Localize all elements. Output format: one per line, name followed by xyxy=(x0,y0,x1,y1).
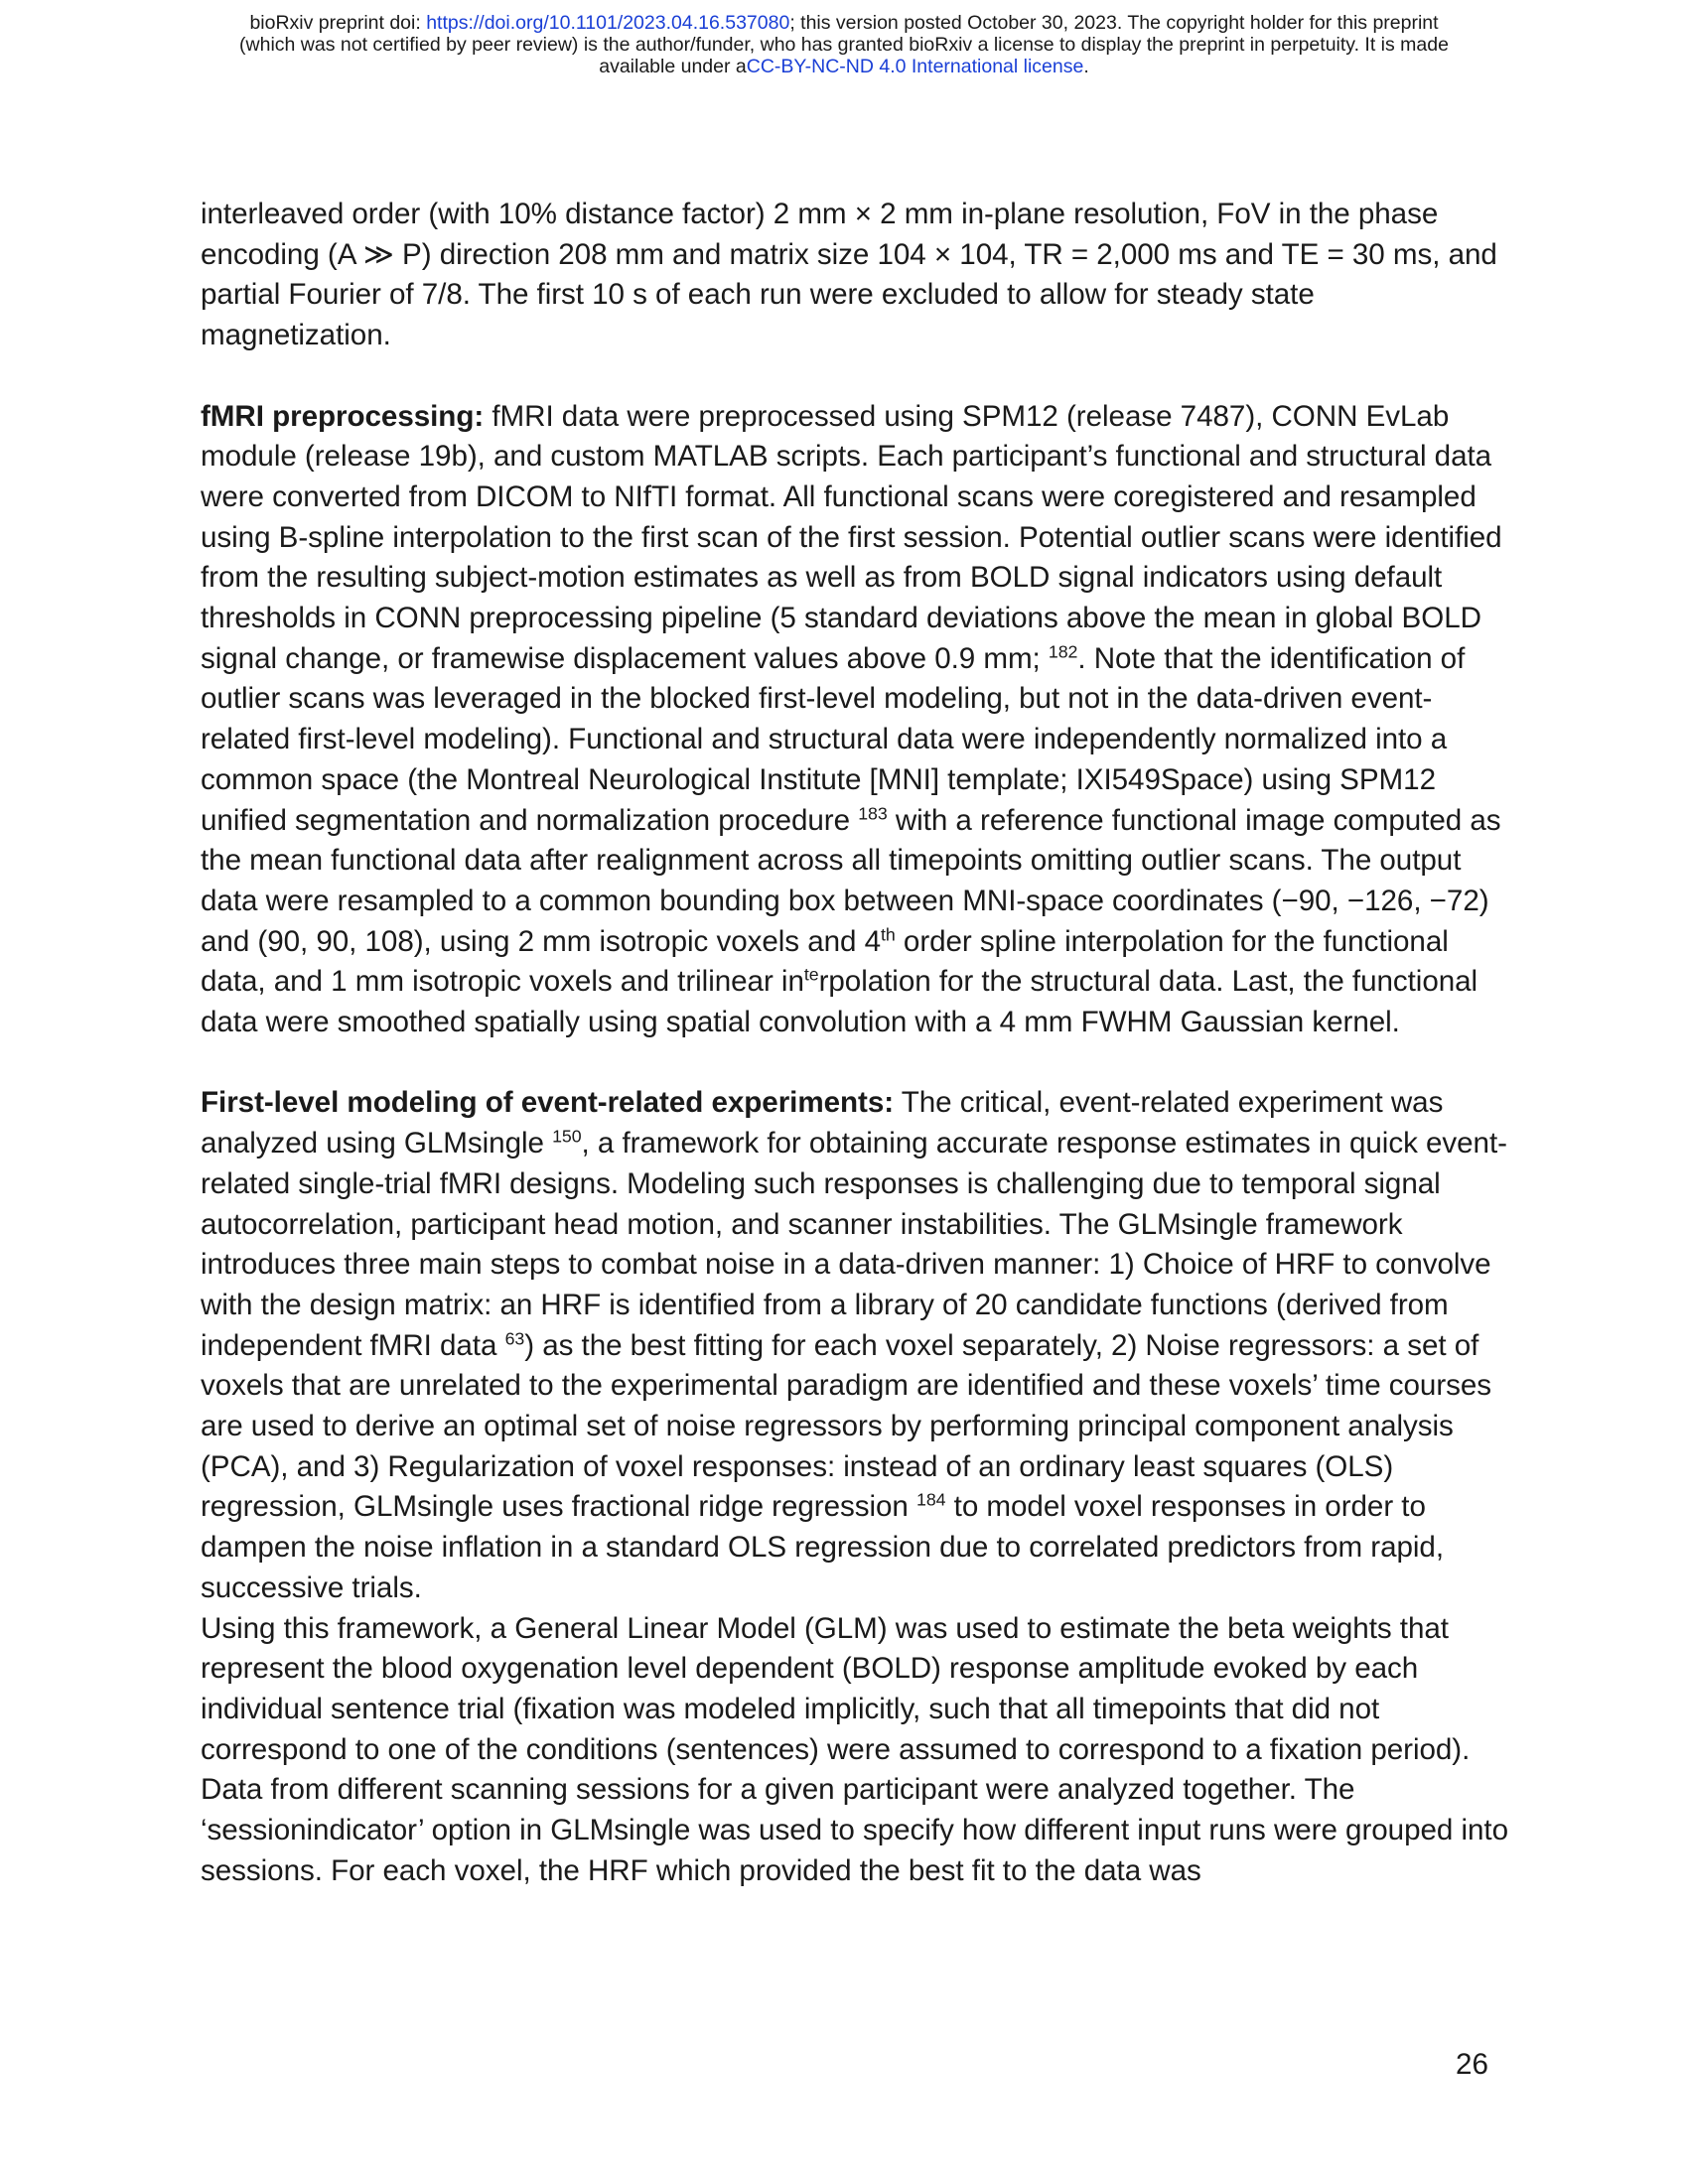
citation-ref[interactable]: 150 xyxy=(552,1126,582,1147)
paragraph-first-level-modeling xyxy=(201,1083,1511,1608)
citation-ref[interactable]: 183 xyxy=(858,802,888,823)
text-span: . Note that the identification of outlier scans was leveraged in the blocked first-level modeling, but not in the data-driven event-related first-level modeling). Functional and structural data were independently normalized into a common space (the Montreal Neurological Institute [MNI] template; IXI549Space) using SPM12 unified segmentation and normalization procedure xyxy=(201,641,1466,837)
stray-superscript: te xyxy=(803,964,819,985)
paragraph-scan-parameters: interleaved order (with 10% distance factor) 2 mm × 2 mm in-plane resolution, FoV in the phase encoding (A ≫ P) direction 208 mm and matrix size 104 × 104, TR = 2,000 ms and TE = 30 ms, and partial Fourier of 7/8. The first 10 s of each run were excluded to allow for steady state magnetization. xyxy=(201,198,1497,352)
text-span: , a framework for obtaining accurate response estimates in quick event-related single-trial fMRI designs. Modeling such responses is challenging due to temporal signal autocorrelation, participant head motion, and scanner instabilities. The GLMsingle framework introduces three main steps to combat noise in a data-driven manner: 1) Choice of HRF to convolve with the design matrix: an HRF is identified from a library of 20 candidate functions (derived from independent fMRI data xyxy=(201,1127,1507,1362)
text-span: fMRI data were preprocessed using SPM12 (release 7487), CONN EvLab module (release 19b), and custom MATLAB scripts. Each participant’s functional and structural data were converted from DICOM to NIfTI format. All functional scans were coregistered and resampled using B-spline interpolation to the first scan of the first session. Potential outlier scans were identified from the resulting subject-motion estimates as well as from BOLD signal indicators using default thresholds in CONN preprocessing pipeline (5 standard deviations above the mean in global BOLD signal change, or framewise displacement values above 0.9 mm; xyxy=(201,399,1502,675)
page-number: 26 xyxy=(1456,2048,1488,2081)
text-span: with a reference functional image computed as the mean functional data after realignment across all timepoints omitting outlier scans. The output data were resampled to a common bounding box between MNI-space coordinates (−90, −126, −72) and (90, 90, 108), using 2 mm isotropic voxels and 4 xyxy=(201,803,1501,958)
header-line3-suffix: . xyxy=(1083,56,1089,77)
header-line1-prefix: bioRxiv preprint doi: xyxy=(249,12,427,34)
preprint-header xyxy=(0,12,1688,77)
text-span: to model voxel responses in order to dampen the noise inflation in a standard OLS regression due to correlated predictors from rapid, successive trials. xyxy=(201,1490,1444,1604)
paragraph-fmri-preprocessing xyxy=(201,397,1511,1043)
text-span: rpolation for the structural data. Last, the functional data were smoothed spatially using spatial convolution with a 4 mm FWHM Gaussian kernel. xyxy=(201,965,1478,1039)
header-line3-prefix: available under a xyxy=(599,56,747,77)
doi-link[interactable]: https://doi.org/10.1101/2023.04.16.537080 xyxy=(426,12,790,34)
header-line-2: (which was not certified by peer review) is the author/funder, who has granted bioRxiv a license to display the preprint in perpetuity. It is made xyxy=(239,34,1449,56)
section-heading-fmri-preprocessing: fMRI preprocessing: xyxy=(201,399,485,433)
ordinal-superscript: th xyxy=(881,924,896,944)
paragraph-glm-framework: Using this framework, a General Linear Model (GLM) was used to estimate the beta weights that represent the blood oxygenation level dependent (BOLD) response amplitude evoked by each individual sentence trial (fixation was modeled implicitly, such that all timepoints that did not correspond to one of the conditions (sentences) were assumed to correspond to a fixation period). Data from different scanning sessions for a given participant were analyzed together. The ‘sessionindicator’ option in GLMsingle was used to specify how different input runs were grouped into sessions. For each voxel, the HRF which provided the best fit to the data was xyxy=(201,1611,1509,1887)
citation-ref[interactable]: 182 xyxy=(1048,641,1078,662)
citation-ref[interactable]: 184 xyxy=(916,1489,946,1510)
section-heading-first-level-modeling: First-level modeling of event-related experiments: xyxy=(201,1086,895,1120)
license-link[interactable]: CC-BY-NC-ND 4.0 International license xyxy=(746,56,1084,77)
header-line-3 xyxy=(0,56,1688,77)
header-line-1 xyxy=(0,12,1688,34)
header-line1-suffix: ; this version posted October 30, 2023. The copyright holder for this preprint xyxy=(789,12,1439,34)
text-span: order spline interpolation for the functional data, and 1 mm isotropic voxels and trilinear in xyxy=(201,924,1449,999)
main-text xyxy=(201,195,1511,1892)
text-span: ) as the best fitting for each voxel separately, 2) Noise regressors: a set of voxels that are unrelated to the experimental paradigm are identified and these voxels’ time courses are used to derive an optimal set of noise regressors by performing principal component analysis (PCA), and 3) Regularization of voxel responses: instead of an ordinary least squares (OLS) regression, GLMsingle uses fractional ridge regression xyxy=(201,1328,1492,1524)
text-span: The critical, event-related experiment was analyzed using GLMsingle xyxy=(201,1086,1444,1160)
citation-ref[interactable]: 63 xyxy=(504,1328,525,1349)
